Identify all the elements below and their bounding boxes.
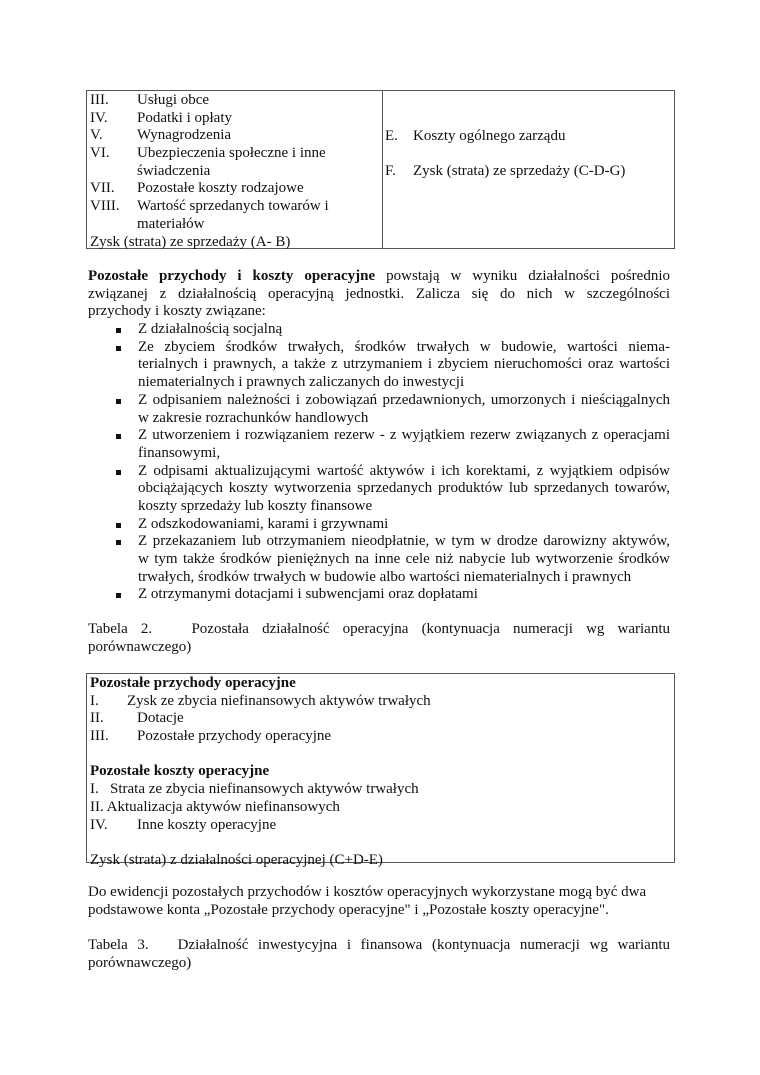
spacer (385, 146, 670, 164)
bullet-list (88, 321, 670, 604)
table-row: II. Aktualizacja aktywów niefinansowych (90, 798, 340, 815)
bullet-icon (116, 434, 121, 439)
list-item (88, 586, 670, 604)
bullet-icon (116, 470, 121, 475)
bullet-icon (116, 540, 121, 545)
paragraph-line: podstawowe konta „Pozostałe przychody operacyjne" i „Pozostałe koszty operacyjne". (88, 901, 609, 918)
table2-caption (88, 621, 670, 656)
table-row: I. Zysk ze zbycia niefinansowych aktywów trwałych (90, 692, 431, 709)
table-right-column (385, 128, 670, 181)
table-row: świadczenia (137, 162, 211, 179)
caption-line: Tabela 2. Pozostała działalność operacyjna (kontynuacja numeracji wg wariantu (88, 621, 670, 637)
table-row: V. Wynagrodzenia (90, 127, 232, 144)
list-item (88, 463, 670, 516)
income-heading: Pozostałe przychody operacyjne (90, 675, 296, 691)
list-item-line: Z otrzymanymi dotacjami i subwencjami oraz dopłatami (138, 586, 478, 603)
list-item (88, 392, 670, 427)
list-item-line: finansowymi, (138, 444, 221, 461)
caption-line: Tabela 3. Działalność inwestycyjna i finansowa (kontynuacja numeracji wg wariantu (88, 937, 670, 953)
table-row: II. Dotacje (90, 710, 184, 727)
bullet-icon (116, 593, 121, 598)
table-total: Zysk (strata) ze sprzedaży (A- B) (90, 233, 291, 250)
paragraph-line: Do ewidencji pozostałych przychodów i kosztów operacyjnych wykorzystane mogą być dwa (88, 884, 647, 900)
caption-line: porównawczego) (88, 954, 192, 971)
paragraph-line: przychody i koszty związane: (88, 303, 266, 320)
list-item-line: Z utworzeniem i rozwiązaniem rezerw - z wyjątkiem rezerw związanych z operacjami (138, 427, 670, 444)
list-item (88, 339, 670, 392)
list-item-line: Z przekazaniem lub otrzymaniem nieodpłatnie, w tym w drodze darowizny aktywów, (138, 533, 670, 550)
bullet-icon (116, 523, 121, 528)
bullet-icon (116, 346, 121, 351)
list-item-line: koszty sprzedaży lub koszty finansowe (138, 497, 373, 514)
list-item-line: Ze zbyciem środków trwałych, środków trwałych w budowie, wartości niema- (138, 338, 670, 355)
table-row: IV. Inne koszty operacyjne (90, 816, 277, 833)
table-row: E. Koszty ogólnego zarządu (385, 128, 566, 144)
paragraph-other-operating (88, 268, 670, 604)
list-item-line: Z odszkodowaniami, karami i grzywnami (138, 515, 389, 532)
table-row: VII. Pozostałe koszty rodzajowe (90, 180, 304, 197)
list-item-line: niematerialnych i prawnych zaliczanych do inwestycji (138, 374, 465, 391)
bullet-icon (116, 399, 121, 404)
caption-line: porównawczego) (88, 638, 192, 655)
list-item-line: trwałych, środków trwałych w budowie albo wartości niematerialnych i prawnych (138, 568, 632, 585)
list-item-line: w zakresie rozrachunków handlowych (138, 409, 369, 426)
table-row: IV. Podatki i opłaty (90, 109, 232, 126)
paragraph-line: Pozostałe przychody i koszty operacyjne powstają w wyniku działalności pośrednio (88, 268, 670, 284)
table-left-column (90, 92, 380, 251)
list-item-line: obciążających koszty wytworzenia sprzedanych produktów lub sprzedanych towarów, (138, 480, 670, 497)
list-item-line: w tym także środków pieniężnych na inne cele niż nabycie lub wytworzenie środków (138, 551, 670, 567)
table-row: VI. Ubezpieczenia społeczne i inne (90, 145, 326, 162)
list-item (88, 427, 670, 462)
list-item-line: Z odpisami aktualizującymi wartość aktywów i ich korektami, z wyjątkiem odpisów (138, 462, 670, 479)
table-other-operating (86, 673, 675, 868)
list-item (88, 533, 670, 586)
bullet-icon (116, 328, 121, 333)
table-row: materiałów (137, 215, 205, 232)
list-item-line: terialnych i prawnych, a także z utrzymaniem i zbyciem nieruchomości oraz wartości (138, 356, 670, 373)
table3-caption (88, 937, 670, 972)
table-total: Zysk (strata) z działalności operacyjnej (C+D-E) (90, 851, 383, 868)
table-divider (382, 91, 383, 248)
paragraph-line: związanej z działalnością operacyjną jednostki. Zalicza się do nich w szczególności (88, 285, 670, 302)
table-row: III. Usługi obce (90, 92, 210, 108)
cost-heading: Pozostałe koszty operacyjne (90, 763, 270, 780)
table-row: VIII. Wartość sprzedanych towarów i (90, 198, 329, 215)
paragraph-accounts (88, 884, 670, 919)
list-item (88, 321, 670, 339)
table-row: I. Strata ze zbycia niefinansowych aktywów trwałych (90, 781, 419, 798)
list-item-line: Z odpisaniem należności i zobowiązań przedawnionych, umorzonych i nieściągalnych (138, 391, 670, 408)
table-row: F. Zysk (strata) ze sprzedaży (C-D-G) (385, 163, 626, 180)
bold-term: Pozostałe przychody i koszty operacyjne (88, 268, 376, 284)
table-row: III. Pozostałe przychody operacyjne (90, 728, 332, 745)
list-item-line: Z działalnością socjalną (138, 321, 283, 338)
list-item (88, 516, 670, 534)
table-cost-structure (86, 90, 675, 249)
